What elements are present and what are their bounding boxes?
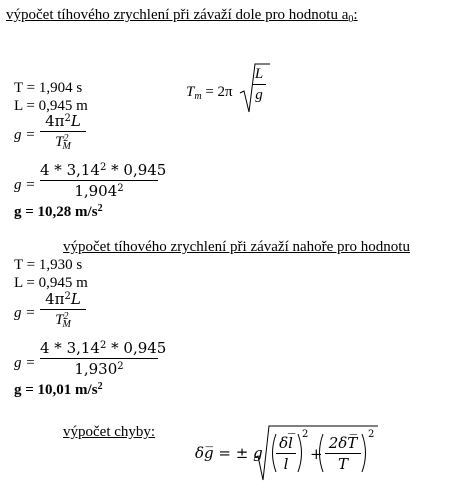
error-plus-sign: + — [310, 445, 323, 463]
g-subst-lhs-2: g = — [14, 355, 36, 371]
period-value-1: T = 1,904 s — [14, 80, 83, 96]
g-subst-fraction-1: 4 * 3,14$^2$ * 0,945 1,904$^2$ — [40, 161, 167, 200]
g-formula-fraction-2: $4\pi^2L$ $T^2_M$ — [40, 292, 86, 328]
length-value-1: L = 0,945 m — [14, 98, 88, 114]
g-subst-lhs-1: g = — [14, 177, 36, 193]
period-value-2: T = 1,930 s — [14, 257, 83, 273]
error-term2-exponent: 2 — [368, 429, 375, 440]
length-value-2: L = 0,945 m — [14, 275, 88, 291]
g-result-1: g = 10,28 $m/s^2$ — [14, 203, 103, 220]
g-result-2: g = 10,01 $m/s^2$ — [14, 381, 103, 398]
period-fraction: L g — [252, 67, 266, 103]
period-formula-lhs: $T_m = 2\pi$ — [186, 84, 233, 102]
error-term1-exponent: 2 — [302, 429, 309, 440]
g-formula-fraction-1: $4\pi^2L$ $T^2_M$ — [40, 114, 86, 150]
error-term1-fraction: δl̅ l — [276, 436, 296, 472]
section2-heading: výpočet tíhového zrychlení při závaží nahoře pro hodnotu — [63, 239, 410, 255]
section1-heading: výpočet tíhového zrychlení při závaží dole pro hodnotu $a_0$: — [6, 7, 358, 25]
section3-heading: výpočet chyby: — [63, 424, 156, 440]
g-subst-fraction-2: 4 * 3,14$^2$ * 0,945 1,930$^2$ — [40, 339, 167, 378]
error-formula-lhs: δg̅ = ± g — [195, 444, 263, 462]
g-formula-lhs-1: g = — [14, 127, 36, 143]
g-formula-lhs-2: g = — [14, 305, 36, 321]
error-term2-fraction: 2δT̅ T — [325, 436, 361, 472]
